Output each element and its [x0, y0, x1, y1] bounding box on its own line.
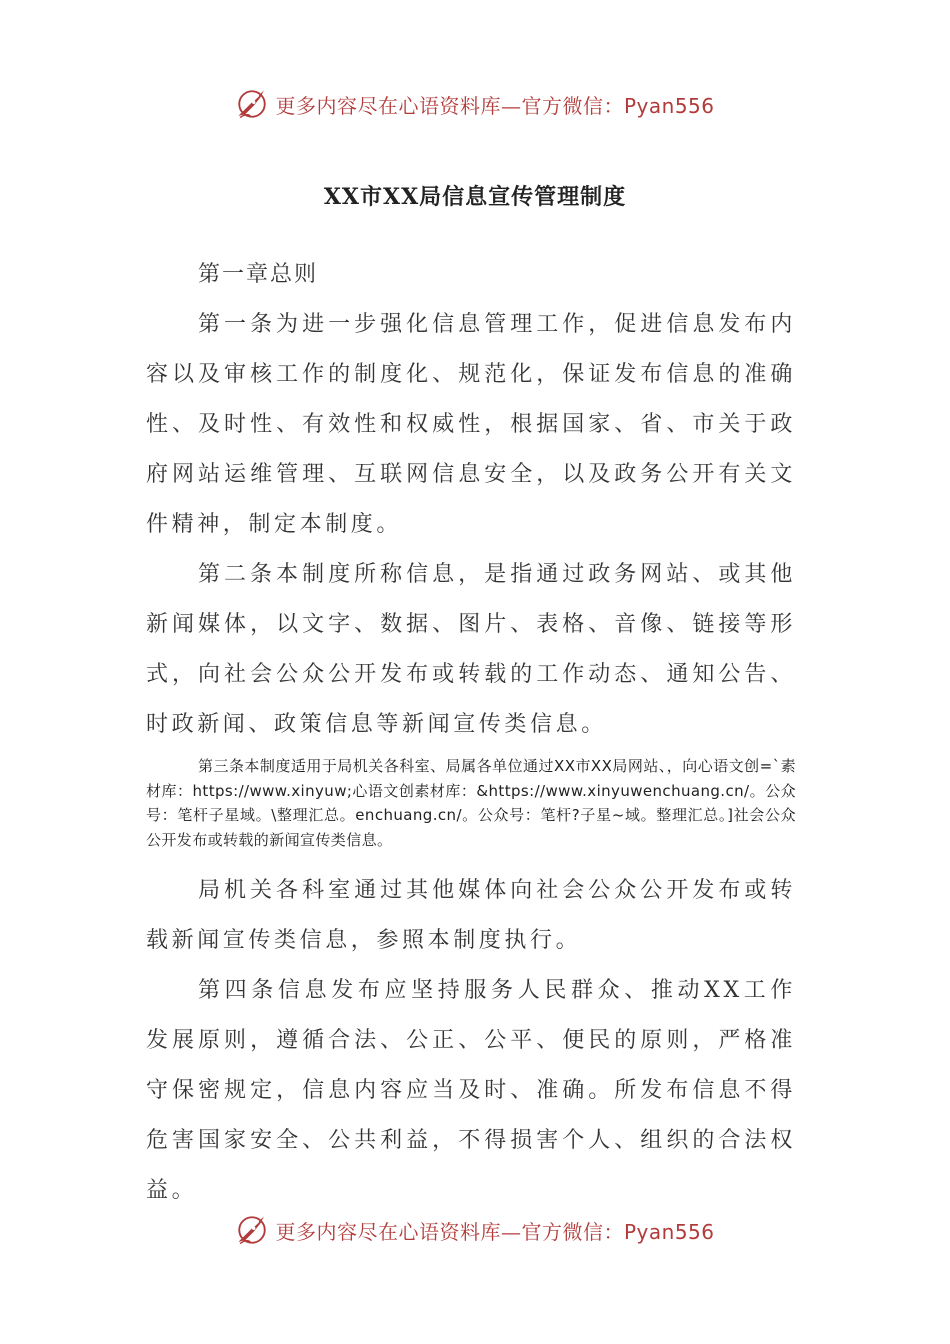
banner-wechat-label: 官方微信： — [521, 93, 624, 118]
banner-separator: — — [500, 1219, 522, 1244]
document-title: XX市XX局信息宣传管理制度 — [323, 184, 627, 210]
pen-nib-logo-icon — [235, 1213, 269, 1247]
chapter-heading: 第一章总则 — [198, 262, 319, 287]
banner-slogan: 更多内容尽在心语资料库 — [275, 93, 501, 118]
footer-banner — [0, 1210, 950, 1250]
header-banner-text — [275, 90, 714, 119]
banner-wechat-id: Pyan556 — [623, 93, 715, 118]
article-3-continued: 局机关各科室通过其他媒体向社会公众公开发布或转载新闻宣传类信息，参照本制度执行。 — [146, 878, 796, 954]
banner-separator: — — [500, 93, 522, 118]
footer-banner-text — [275, 1216, 714, 1245]
pen-nib-logo-icon — [235, 87, 269, 121]
banner-wechat-id: Pyan556 — [623, 1219, 715, 1244]
article-4: 第四条信息发布应坚持服务人民群众、推动XX工作发展原则，遵循合法、公正、公平、便民的原则，严格准守保密规定，信息内容应当及时、准确。所发布信息不得危害国家安全、公共利益，不得损害个人、组织的合法权益。 — [146, 978, 796, 1204]
banner-slogan: 更多内容尽在心语资料库 — [275, 1219, 501, 1244]
header-banner — [0, 84, 950, 124]
article-1: 第一条为进一步强化信息管理工作，促进信息发布内容以及审核工作的制度化、规范化，保证发布信息的准确性、及时性、有效性和权威性，根据国家、省、市关于政府网站运维管理、互联网信息安全，以及政务公开有关文件精神，制定本制度。 — [146, 312, 796, 537]
document-body — [146, 250, 796, 1216]
article-3: 第三条本制度适用于局机关各科室、局属各单位通过XX市XX局网站、，向心语文创=`素材库：https://www.xinyuw;心语文创素材库：&https://www.xinyuwenchuang.cn/。公众号：笔杆子星域。\整理汇总。enchuang.cn/。公众号：笔杆?子星~域。整理汇总。]社会公众公开发布或转载的新闻宣传类信息。 — [146, 757, 796, 849]
banner-wechat-label: 官方微信： — [521, 1219, 624, 1244]
article-2: 第二条本制度所称信息，是指通过政务网站、或其他新闻媒体，以文字、数据、图片、表格、音像、链接等形式，向社会公众公开发布或转载的工作动态、通知公告、时政新闻、政策信息等新闻宣传类信息。 — [146, 562, 796, 737]
